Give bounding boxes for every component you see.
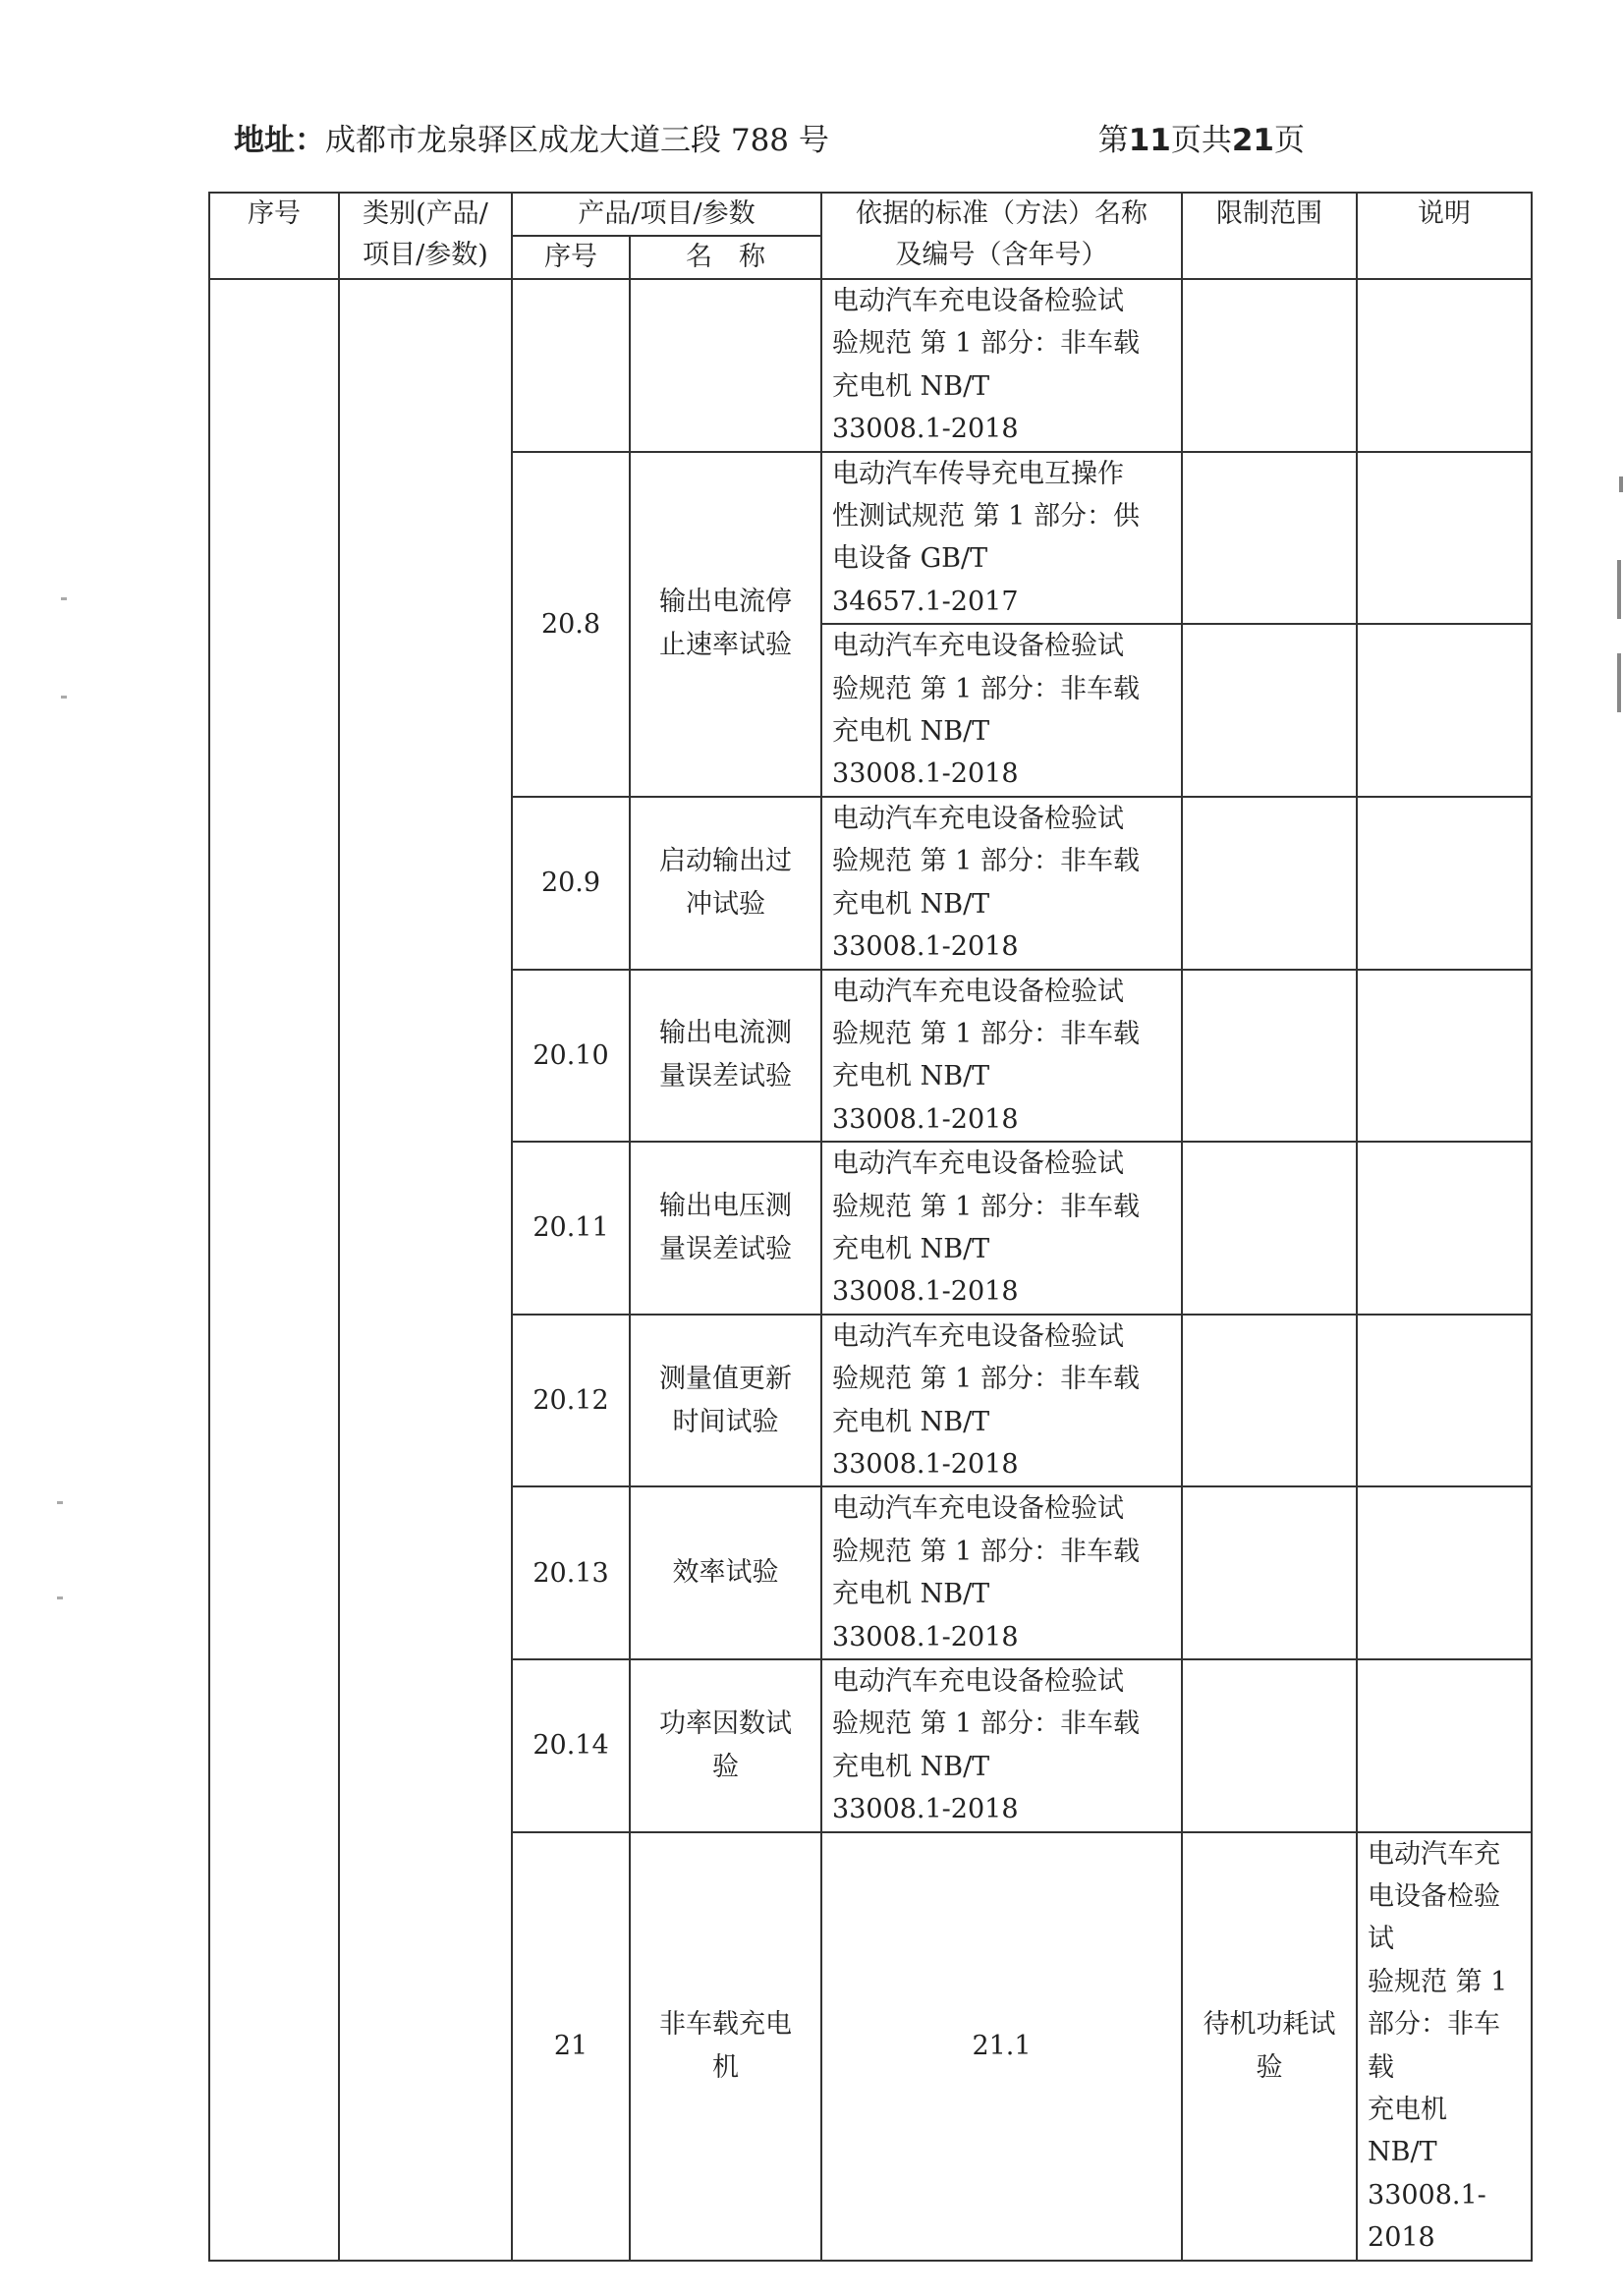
- std-line: 电动汽车充电设备检验试: [832, 976, 1125, 1007]
- category-cell: [630, 1832, 821, 2261]
- std-line: 充电机 NB/T: [832, 1579, 990, 1610]
- item-seq-cell-continued: [512, 279, 630, 452]
- scan-mark: [1617, 560, 1621, 619]
- note-cell: [1357, 279, 1532, 452]
- page-indicator: [1098, 116, 1305, 165]
- limit-cell: [1182, 1315, 1357, 1487]
- std-line: 33008.1-2018: [832, 1103, 1019, 1135]
- limit-cell: [1182, 279, 1357, 452]
- note-cell: [1357, 624, 1532, 797]
- header-item-name: 名 称: [630, 236, 821, 279]
- item-seq-cell: 20.8: [512, 452, 630, 797]
- item-seq-cell: 21.1: [821, 1832, 1182, 2261]
- item-name-line2: 验: [1256, 2051, 1283, 2083]
- std-line: 电动汽车充电设备检验试: [832, 631, 1125, 662]
- page-prefix: 第: [1097, 123, 1129, 158]
- header-standard: [821, 193, 1182, 279]
- std-line: 充电机 NB/T: [832, 1061, 990, 1092]
- limit-cell: [1182, 970, 1357, 1143]
- item-seq-cell: 20.14: [512, 1659, 630, 1832]
- std-line: 33008.1-2018: [832, 1448, 1019, 1480]
- header-product-group: 产品/项目/参数: [512, 193, 821, 236]
- scope-table: [208, 192, 1533, 2262]
- item-name-line1: 效率试验: [672, 1557, 779, 1589]
- std-line: 充电机 NB/T: [1368, 2095, 1448, 2168]
- item-name-cell: [630, 797, 821, 970]
- item-seq-cell: 20.12: [512, 1315, 630, 1487]
- note-cell: [1357, 797, 1532, 970]
- note-cell: [1357, 1315, 1532, 1487]
- std-line: 验规范 第 1 部分：非车载: [832, 1708, 1140, 1740]
- std-line: 充电机 NB/T: [832, 888, 990, 920]
- item-name-line1: 测量值更新: [659, 1363, 792, 1394]
- item-seq-cell: 20.13: [512, 1486, 630, 1659]
- std-line: 验规范 第 1 部分：非车载: [832, 1536, 1140, 1567]
- header-category-line2: 项目/参数): [363, 240, 488, 270]
- note-cell: [1357, 970, 1532, 1143]
- standard-cell: [821, 1142, 1182, 1315]
- std-line: 验规范 第 1 部分：非车载: [832, 1018, 1140, 1049]
- item-name-line1: 输出电压测: [659, 1190, 792, 1221]
- item-name-cell-continued: [630, 279, 821, 452]
- std-line: 充电机 NB/T: [832, 370, 990, 402]
- address-text: 成都市龙泉驿区成龙大道三段 788 号: [325, 123, 829, 158]
- std-line: 充电机 NB/T: [832, 1406, 990, 1437]
- item-name-cell: [630, 1486, 821, 1659]
- std-line: 验规范 第 1 部分：非车载: [1368, 1966, 1508, 2083]
- scan-speck: [61, 597, 67, 600]
- scan-mark: [1617, 653, 1621, 712]
- category-cell-continued: [339, 279, 512, 2261]
- limit-cell: [1182, 1659, 1357, 1832]
- category-line1: 非车载充电: [659, 2008, 792, 2040]
- std-line: 33008.1-2018: [832, 931, 1019, 963]
- item-name-line2: 验: [712, 1751, 739, 1782]
- scan-mark: [1619, 476, 1623, 492]
- item-name-line2: 时间试验: [672, 1406, 779, 1437]
- header-standard-line2: 及编号（含年号）: [895, 240, 1108, 270]
- std-line: 33008.1-2018: [832, 1276, 1019, 1308]
- page-mid: 页共: [1170, 123, 1232, 158]
- std-line: 33008.1-2018: [1368, 2179, 1486, 2254]
- std-line: 电动汽车充电设备检验试: [1368, 1838, 1501, 1955]
- item-name-cell: [1182, 1832, 1357, 2261]
- item-name-line2: 量误差试验: [659, 1233, 792, 1264]
- std-line: 充电机 NB/T: [832, 716, 990, 748]
- limit-cell: [1182, 452, 1357, 625]
- std-line: 充电机 NB/T: [832, 1751, 990, 1782]
- item-name-cell: [630, 1659, 821, 1832]
- std-line: 33008.1-2018: [832, 758, 1019, 790]
- std-line: 电动汽车传导充电互操作: [832, 458, 1125, 489]
- seq-cell: 21: [512, 1832, 630, 2261]
- item-seq-cell: 20.9: [512, 797, 630, 970]
- item-name-line1: 功率因数试: [659, 1708, 792, 1739]
- item-seq-cell: 20.10: [512, 970, 630, 1143]
- standard-cell: [821, 624, 1182, 797]
- std-line: 33008.1-2018: [832, 1794, 1019, 1825]
- std-line: 电设备 GB/T: [832, 543, 988, 575]
- std-line: 33008.1-2018: [832, 414, 1019, 445]
- category-line2: 机: [712, 2051, 739, 2083]
- item-name-cell: [630, 452, 821, 797]
- header-note: 说明: [1357, 193, 1532, 279]
- item-seq-cell: 20.11: [512, 1142, 630, 1315]
- header-standard-line1: 依据的标准（方法）名称: [856, 198, 1148, 229]
- page-total: 21: [1231, 123, 1274, 158]
- item-name-line1: 待机功耗试: [1203, 2008, 1336, 2040]
- std-line: 电动汽车充电设备检验试: [832, 1320, 1125, 1352]
- std-line: 电动汽车充电设备检验试: [832, 1148, 1125, 1180]
- scan-speck: [57, 1596, 63, 1599]
- page-suffix: 页: [1274, 123, 1305, 158]
- item-name-line1: 输出电流停: [659, 587, 792, 618]
- standard-cell: [1357, 1832, 1532, 2261]
- std-line: 验规范 第 1 部分：非车载: [832, 1364, 1140, 1395]
- header-category: [339, 193, 512, 279]
- header-seq: 序号: [209, 193, 339, 279]
- std-line: 验规范 第 1 部分：非车载: [832, 846, 1140, 877]
- standard-cell: [821, 1486, 1182, 1659]
- page-current: 11: [1128, 123, 1171, 158]
- std-line: 验规范 第 1 部分：非车载: [832, 673, 1140, 704]
- header-item-seq: 序号: [512, 236, 630, 279]
- item-name-line2: 冲试验: [686, 888, 765, 920]
- std-line: 电动汽车充电设备检验试: [832, 1493, 1125, 1525]
- header-category-line1: 类别(产品/: [363, 198, 488, 229]
- note-cell: [1357, 1486, 1532, 1659]
- limit-cell: [1182, 1486, 1357, 1659]
- standard-cell: [821, 1659, 1182, 1832]
- std-line: 性测试规范 第 1 部分：供: [832, 501, 1140, 532]
- std-line: 电动汽车充电设备检验试: [832, 1666, 1125, 1697]
- standard-cell: [821, 1315, 1182, 1487]
- standard-cell: [821, 970, 1182, 1143]
- scan-speck: [57, 1501, 63, 1504]
- item-name-cell: [630, 1315, 821, 1487]
- limit-cell: [1182, 1142, 1357, 1315]
- standard-cell: [821, 279, 1182, 452]
- item-name-cell: [630, 970, 821, 1143]
- seq-cell-continued: [209, 279, 339, 2261]
- limit-cell: [1182, 797, 1357, 970]
- item-name-line1: 输出电流测: [659, 1018, 792, 1049]
- std-line: 33008.1-2018: [832, 1621, 1019, 1652]
- address-label: 地址：: [234, 123, 325, 158]
- note-cell: [1357, 452, 1532, 625]
- std-line: 充电机 NB/T: [832, 1233, 990, 1264]
- header-limit: 限制范围: [1182, 193, 1357, 279]
- item-name-line1: 启动输出过: [659, 845, 792, 876]
- scan-speck: [61, 696, 67, 699]
- std-line: 34657.1-2017: [832, 586, 1019, 617]
- item-name-line2: 量误差试验: [659, 1061, 792, 1092]
- std-line: 验规范 第 1 部分：非车载: [832, 328, 1140, 360]
- std-line: 电动汽车充电设备检验试: [832, 803, 1125, 834]
- note-cell: [1357, 1659, 1532, 1832]
- limit-cell: [1182, 624, 1357, 797]
- note-cell: [1357, 1142, 1532, 1315]
- std-line: 电动汽车充电设备检验试: [832, 286, 1125, 316]
- page-header: [234, 116, 1305, 165]
- item-name-line2: 止速率试验: [659, 630, 792, 661]
- standard-cell: [821, 797, 1182, 970]
- std-line: 验规范 第 1 部分：非车载: [832, 1191, 1140, 1222]
- item-name-cell: [630, 1142, 821, 1315]
- standard-cell: [821, 452, 1182, 625]
